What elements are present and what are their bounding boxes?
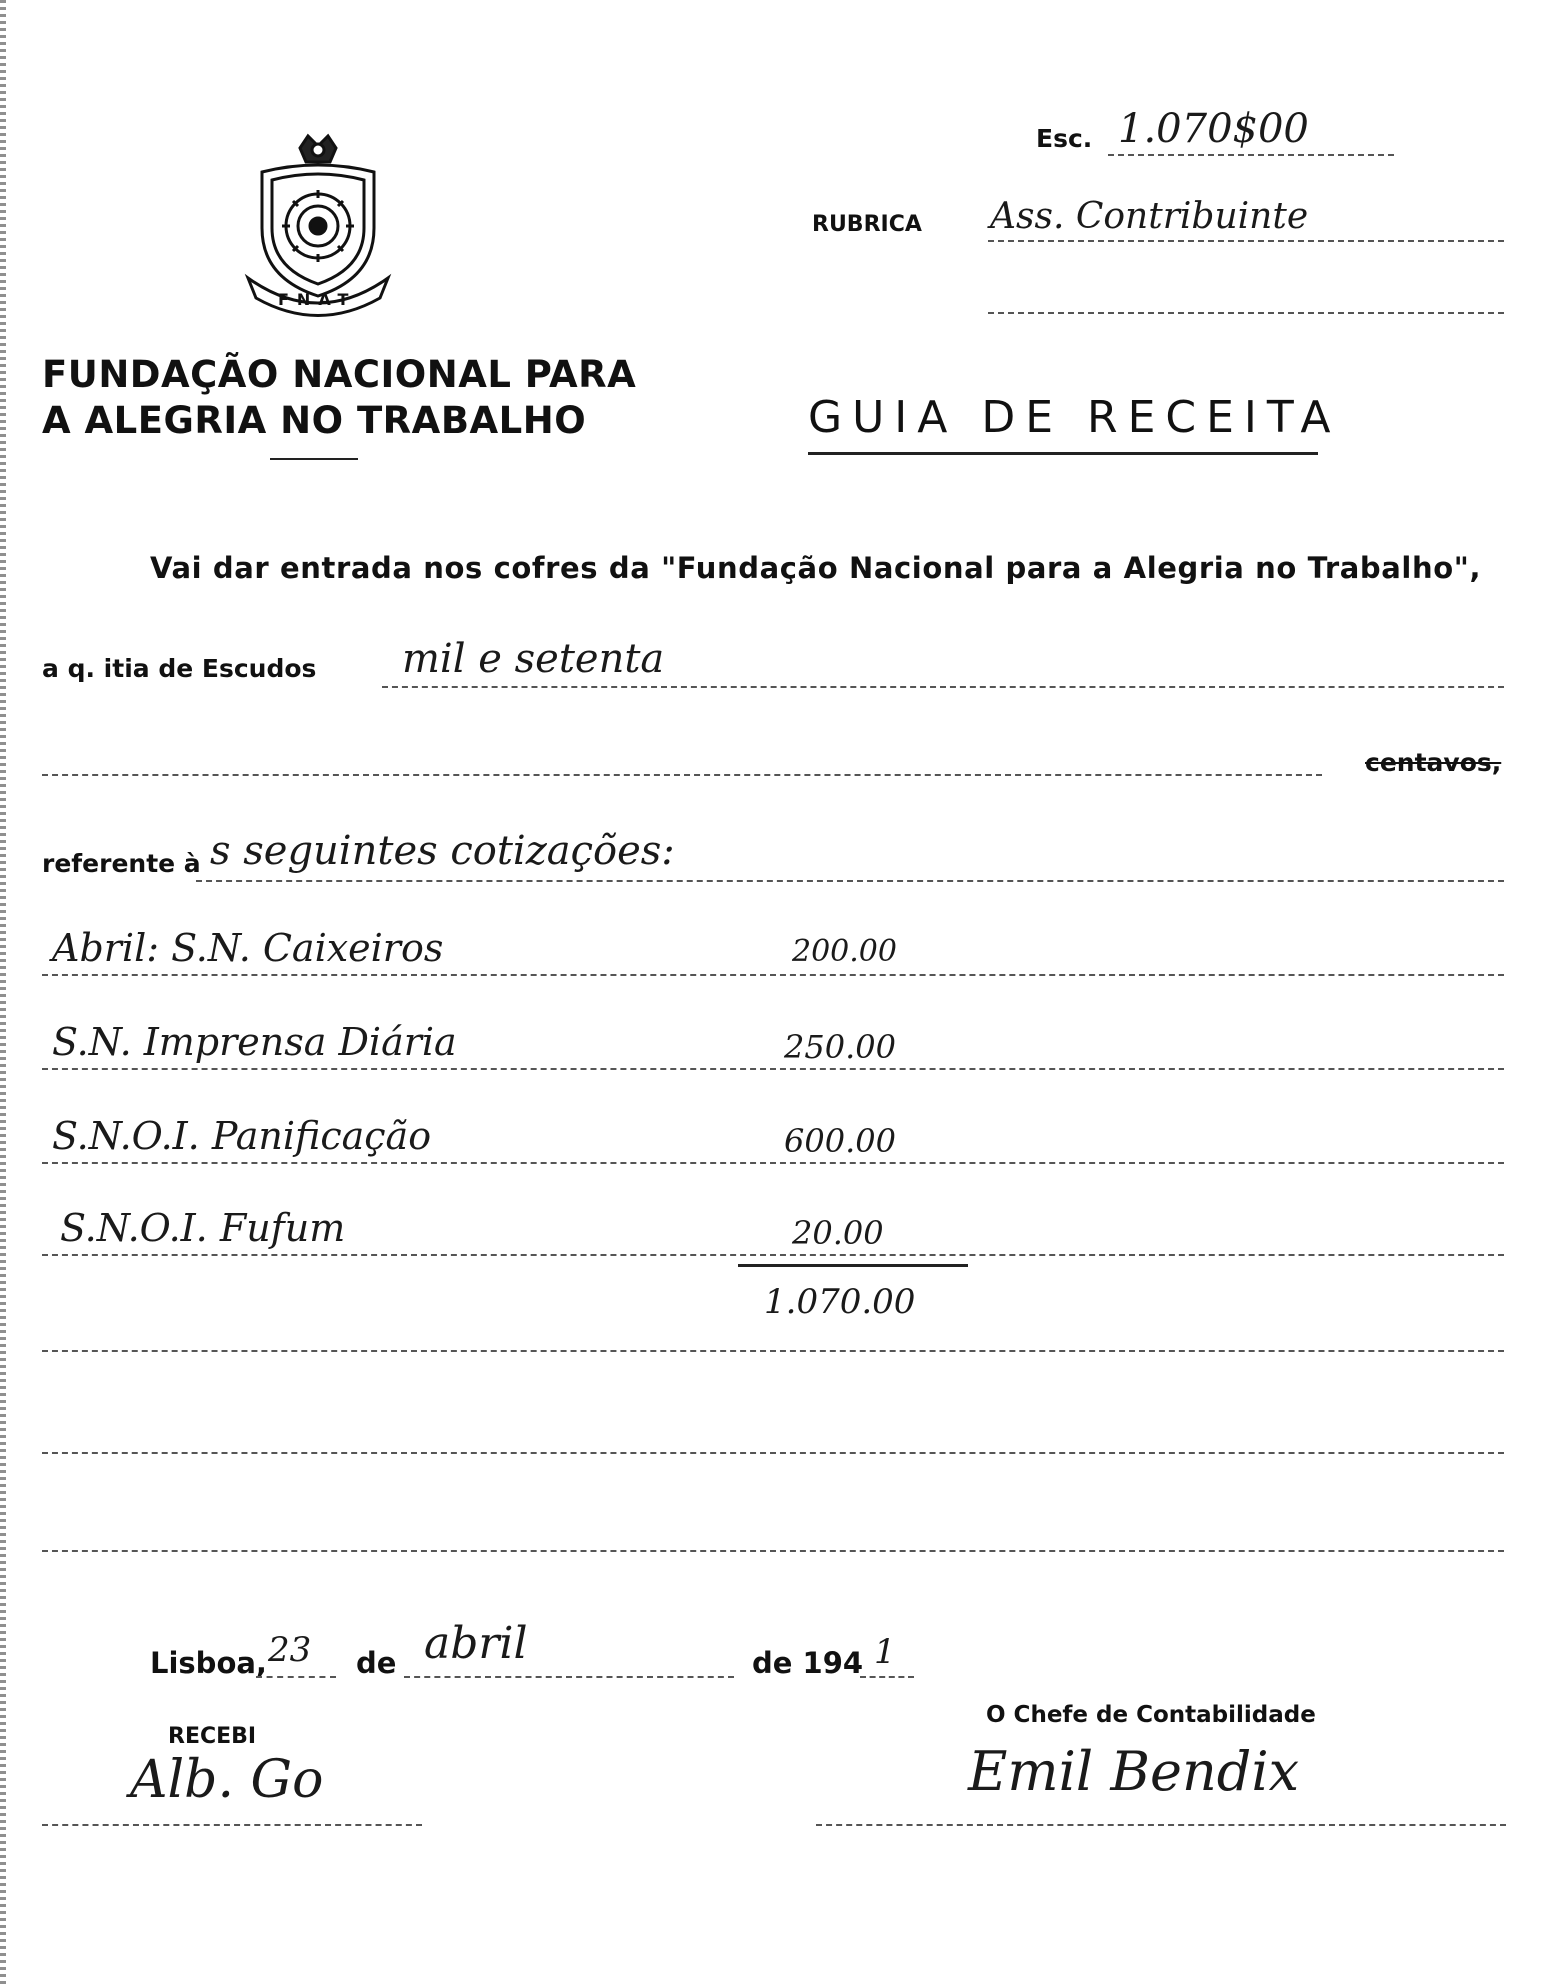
centavos-label: centavos, bbox=[1365, 748, 1502, 777]
centavos-line bbox=[42, 774, 1322, 776]
referente-line bbox=[196, 880, 1504, 882]
blank-line-3 bbox=[42, 1550, 1504, 1552]
item-description: Abril: S.N. Caixeiros bbox=[52, 926, 444, 970]
sum-rule bbox=[738, 1264, 968, 1267]
amount-line bbox=[1108, 154, 1394, 156]
item-line-2 bbox=[42, 1068, 1504, 1070]
date-day: 23 bbox=[268, 1630, 312, 1670]
year-line bbox=[860, 1676, 914, 1678]
amount-value: 1.070$00 bbox=[1118, 106, 1309, 152]
referente-label: referente à bbox=[42, 849, 201, 878]
rubrica-label: RUBRICA bbox=[812, 212, 922, 237]
perforated-edge bbox=[0, 0, 6, 1984]
chefe-label: O Chefe de Contabilidade bbox=[986, 1702, 1316, 1728]
emblem-letters: FNAT bbox=[278, 290, 357, 309]
document-title: GUIA DE RECEITA bbox=[808, 392, 1341, 443]
rubrica-line bbox=[988, 240, 1504, 242]
recebi-label: RECEBI bbox=[168, 1724, 257, 1749]
day-line bbox=[256, 1676, 336, 1678]
blank-line-2 bbox=[42, 1452, 1504, 1454]
date-de-1: de bbox=[356, 1646, 397, 1680]
item-line-3 bbox=[42, 1162, 1504, 1164]
date-place: Lisboa, bbox=[150, 1646, 267, 1680]
chefe-signature: Emil Bendix bbox=[968, 1740, 1300, 1803]
organization-line-2: A ALEGRIA NO TRABALHO bbox=[42, 399, 587, 442]
date-year-digit: 1 bbox=[874, 1632, 896, 1672]
referente-value: s seguintes cotizações: bbox=[210, 828, 675, 874]
blank-line-1 bbox=[42, 1350, 1504, 1352]
date-year-label: de 194 bbox=[752, 1646, 864, 1680]
month-line bbox=[404, 1676, 734, 1678]
title-underline bbox=[808, 452, 1318, 455]
item-amount: 20.00 bbox=[792, 1214, 884, 1252]
item-line-4 bbox=[42, 1254, 1504, 1256]
item-amount: 250.00 bbox=[784, 1028, 896, 1066]
total-amount: 1.070.00 bbox=[764, 1282, 916, 1322]
organization-line-1: FUNDAÇÃO NACIONAL PARA bbox=[42, 353, 637, 396]
recebi-signature: Alb. Go bbox=[130, 1750, 324, 1810]
item-description: S.N.O.I. Fufum bbox=[60, 1206, 346, 1250]
quantia-label: a q. itia de Escudos bbox=[42, 654, 317, 683]
quantia-value: mil e setenta bbox=[402, 636, 665, 682]
recebi-signature-line bbox=[42, 1824, 422, 1826]
item-line-1 bbox=[42, 974, 1504, 976]
quantia-line bbox=[382, 686, 1504, 688]
organization-name bbox=[42, 352, 636, 444]
amount-label: Esc. bbox=[1036, 124, 1093, 153]
item-amount: 600.00 bbox=[784, 1122, 896, 1160]
item-description: S.N.O.I. Panificação bbox=[52, 1114, 432, 1158]
chefe-signature-line bbox=[816, 1824, 1506, 1826]
rubrica-line-2 bbox=[988, 312, 1504, 314]
item-description: S.N. Imprensa Diária bbox=[52, 1020, 457, 1064]
rubrica-value: Ass. Contribuinte bbox=[990, 196, 1309, 237]
date-month: abril bbox=[424, 1618, 528, 1669]
item-amount: 200.00 bbox=[792, 934, 897, 969]
intro-text: Vai dar entrada nos cofres da "Fundação Nacional para a Alegria no Trabalho", bbox=[150, 551, 1482, 585]
organization-divider bbox=[270, 458, 358, 460]
